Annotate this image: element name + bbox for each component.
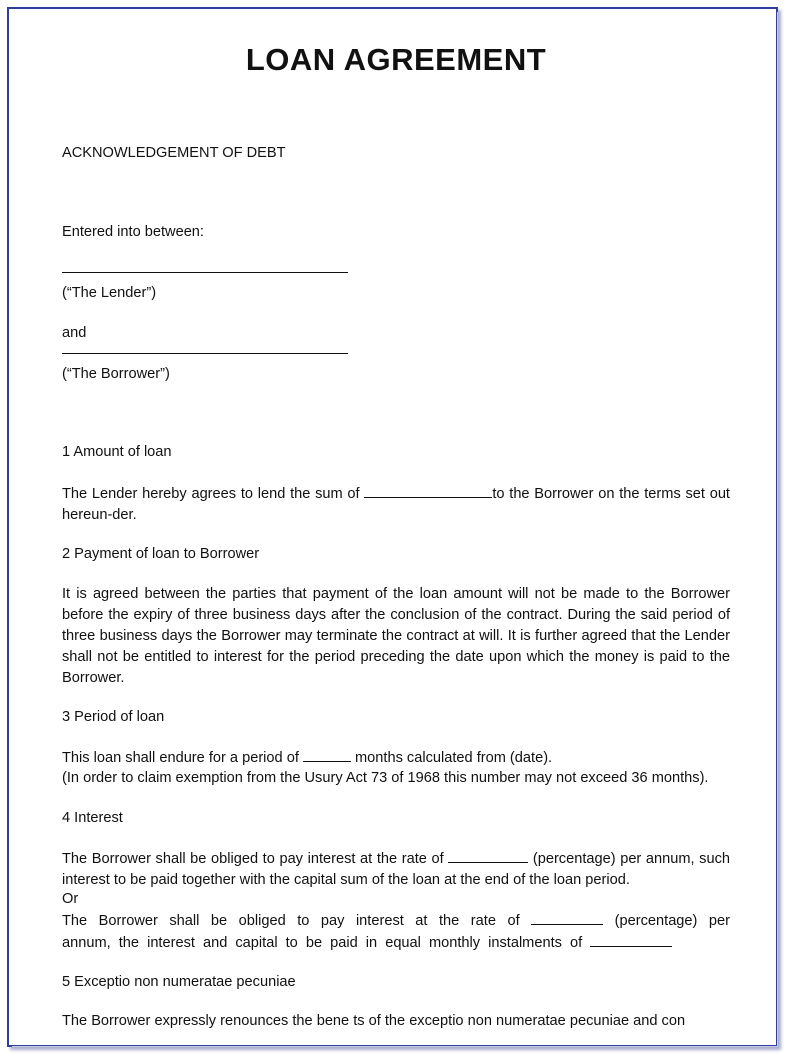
lender-label: (“The Lender”) (62, 285, 157, 301)
section-5-heading: 5 Exceptio non numeratae pecuniae (62, 974, 296, 990)
section-4-or: Or (62, 891, 79, 907)
document-page (7, 7, 778, 1047)
section-1-heading: 1 Amount of loan (62, 444, 172, 460)
section-4-option-1-before: The Borrower shall be obliged to pay interest at the rate of (62, 851, 449, 867)
section-4-option-2-before: The Borrower shall be obliged to pay interest at the rate of (62, 913, 532, 929)
section-3-line-1-before: This loan shall endure for a period of (62, 750, 303, 766)
section-3-line-1-after: months calculated from (date). (350, 750, 553, 766)
interest-rate-blank-1[interactable] (448, 848, 528, 863)
section-4-option-2-after: (percentage) per annum, the interest and capital to be paid in equal monthly instalments of (62, 913, 731, 951)
section-4-option-1 (62, 848, 730, 891)
document-title: LOAN AGREEMENT (245, 42, 547, 77)
interest-rate-blank-2[interactable] (531, 910, 603, 925)
document-subtitle: ACKNOWLEDGEMENT OF DEBT (62, 145, 286, 161)
section-3-heading: 3 Period of loan (62, 709, 165, 725)
section-1-text-before: The Lender hereby agrees to lend the sum of (62, 486, 365, 502)
section-4-option-1-after: (percentage) per annum, such interest to be paid together with the capital sum of the loan at the end of the loan period. (62, 851, 731, 888)
borrower-label: (“The Borrower”) (62, 366, 170, 382)
section-4-heading: 4 Interest (62, 810, 123, 826)
section-3-line-1 (62, 747, 552, 769)
lender-name-blank[interactable] (62, 272, 348, 273)
parties-intro: Entered into between: (62, 224, 204, 240)
section-1-text (62, 483, 730, 526)
section-4-option-2 (62, 910, 730, 954)
section-2-heading: 2 Payment of loan to Borrower (62, 546, 260, 562)
section-3-line-2: (In order to claim exemption from the Usury Act 73 of 1968 this number may not exceed 36 months). (62, 770, 709, 786)
section-2-text: It is agreed between the parties that payment of the loan amount will not be made to the Borrower before the expiry of three business days after the conclusion of the contract. During the said period of three business days the Borrower may terminate the contract at will. It is further agreed that the Lender shall not be entitled to interest for the period preceding the date upon which the money is paid to the Borrower. (62, 586, 730, 686)
loan-amount-blank[interactable] (364, 483, 492, 498)
borrower-name-blank[interactable] (62, 353, 348, 354)
monthly-instalment-blank[interactable] (590, 932, 672, 947)
loan-period-blank[interactable] (303, 747, 351, 762)
section-1-text-after: to the Borrower on the terms set out hereun-der. (62, 486, 730, 523)
section-5-text: The Borrower expressly renounces the bene ts of the exceptio non numeratae pecuniae and con (62, 1013, 686, 1029)
and-text: and (62, 325, 87, 341)
